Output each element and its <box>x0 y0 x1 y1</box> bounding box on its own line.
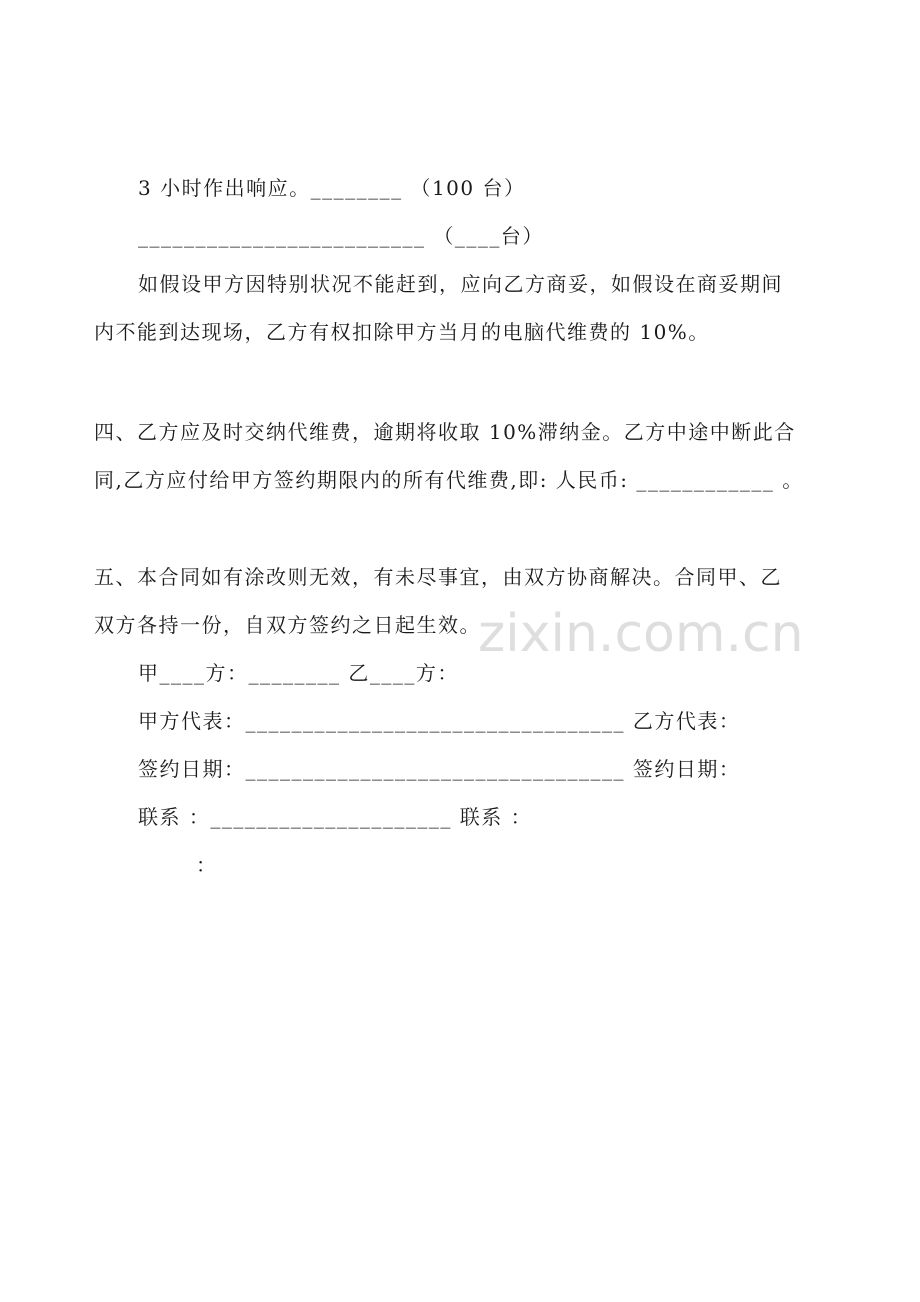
text-line-clause-5a: 五、本合同如有涂改则无效，有未尽事宜，由双方协商解决。合同甲、乙 <box>94 565 782 589</box>
text-line-clause-4b: 同,乙方应付给甲方签约期限内的所有代维费,即: 人民币: ____________ 。 <box>94 468 804 492</box>
text-line-clause-3b: 内不能到达现场，乙方有权扣除甲方当月的电脑代维费的 10%。 <box>94 320 710 344</box>
signature-contact-colon: ： <box>196 853 218 877</box>
text-line-clause-4a: 四、乙方应及时交纳代维费，逾期将收取 10%滞纳金。乙方中途中断此合 <box>94 420 796 444</box>
signature-date-line: 签约日期：_________________________________ 签约日期： <box>138 757 741 781</box>
text-line-clause-5b: 双方各持一份，自双方签约之日起生效。 <box>94 613 481 637</box>
signature-contact-line: 联系 ：_____________________ 联系 ： <box>138 805 533 829</box>
text-line-clause-3a: 如假设甲方因特别状况不能赶到，应向乙方商妥，如假设在商妥期间 <box>138 272 783 296</box>
text-line-response-time: 3 小时作出响应。________ （100 台） <box>138 176 526 200</box>
watermark: zixin.com.cn <box>478 604 804 664</box>
text-line-device-count: _________________________ （____台） <box>138 224 544 248</box>
signature-representative-line: 甲方代表：_________________________________ 乙方代表： <box>138 709 741 733</box>
signature-party-line: 甲____方：________ 乙____方： <box>138 661 459 685</box>
